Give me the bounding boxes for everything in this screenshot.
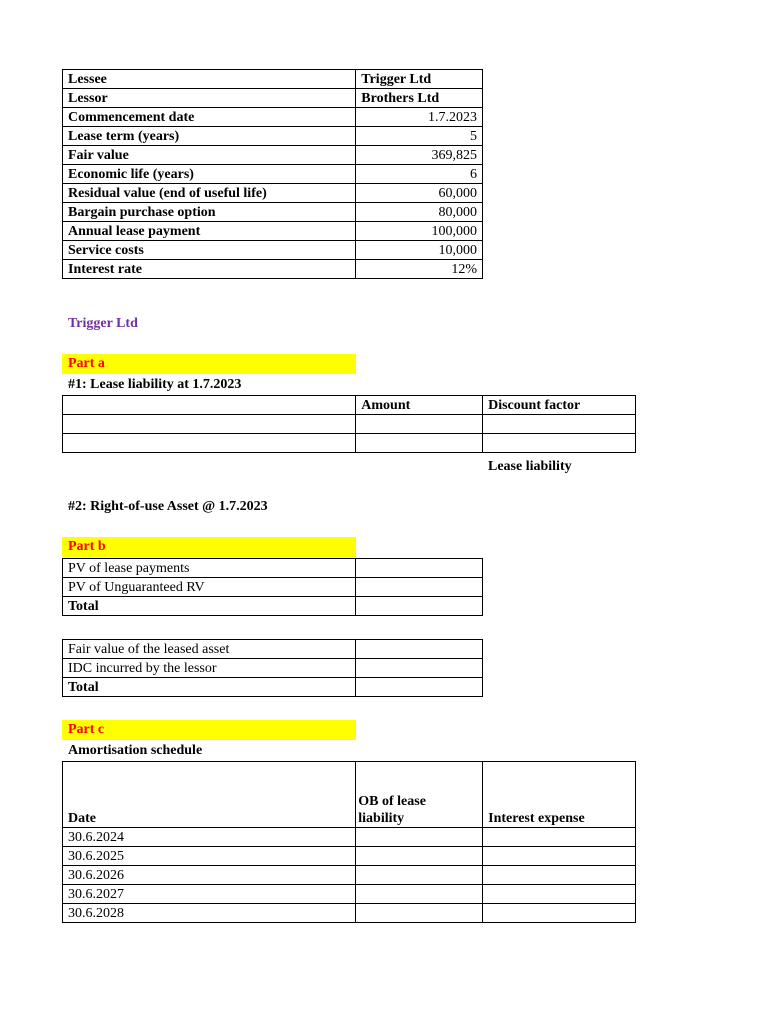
table-row bbox=[63, 415, 636, 434]
pv-lease-payments-label: PV of lease payments bbox=[63, 559, 356, 578]
lease-info-label: Bargain purchase option bbox=[63, 203, 356, 222]
lease-info-label: Lease term (years) bbox=[63, 127, 356, 146]
table-cell[interactable] bbox=[356, 559, 483, 578]
total-label: Total bbox=[63, 597, 356, 616]
lease-liability-heading: #1: Lease liability at 1.7.2023 bbox=[68, 377, 242, 392]
table-cell[interactable] bbox=[483, 828, 636, 847]
date-cell: 30.6.2026 bbox=[63, 866, 356, 885]
lease-info-label: Lessee bbox=[63, 70, 356, 89]
lease-info-label: Economic life (years) bbox=[63, 165, 356, 184]
lease-liability-label: Lease liability bbox=[488, 459, 572, 474]
header-ob-lease-liability bbox=[356, 762, 483, 828]
table-cell[interactable] bbox=[356, 415, 483, 434]
amortisation-table bbox=[62, 761, 636, 923]
part-b-label: Part b bbox=[62, 537, 356, 557]
table-cell[interactable] bbox=[483, 847, 636, 866]
fair-value-table bbox=[62, 639, 483, 697]
table-row bbox=[63, 108, 483, 127]
table-row bbox=[63, 578, 483, 597]
lease-info-value: 6 bbox=[356, 165, 483, 184]
table-cell[interactable] bbox=[63, 415, 356, 434]
table-cell[interactable] bbox=[356, 659, 483, 678]
lease-info-label: Residual value (end of useful life) bbox=[63, 184, 356, 203]
table-cell[interactable] bbox=[356, 866, 483, 885]
rou-asset-heading: #2: Right-of-use Asset @ 1.7.2023 bbox=[68, 499, 268, 514]
lease-info-label: Annual lease payment bbox=[63, 222, 356, 241]
lease-info-value: 5 bbox=[356, 127, 483, 146]
table-cell[interactable] bbox=[356, 640, 483, 659]
table-row bbox=[63, 434, 636, 453]
table-row bbox=[63, 828, 636, 847]
lease-info-value: Trigger Ltd bbox=[356, 70, 483, 89]
table-row bbox=[63, 847, 636, 866]
fair-value-label: Fair value of the leased asset bbox=[63, 640, 356, 659]
table-cell[interactable] bbox=[356, 847, 483, 866]
date-cell: 30.6.2024 bbox=[63, 828, 356, 847]
part-c-label: Part c bbox=[62, 720, 356, 740]
part-a-label: Part a bbox=[62, 354, 356, 374]
lease-info-value: 369,825 bbox=[356, 146, 483, 165]
lease-liability-table bbox=[62, 395, 636, 453]
lease-info-value: 60,000 bbox=[356, 184, 483, 203]
table-cell[interactable] bbox=[356, 597, 483, 616]
table-row bbox=[63, 127, 483, 146]
table-row bbox=[63, 678, 483, 697]
table-row bbox=[63, 559, 483, 578]
pv-table bbox=[62, 558, 483, 616]
table-row bbox=[63, 640, 483, 659]
table-row bbox=[63, 89, 483, 108]
lease-info-label: Fair value bbox=[63, 146, 356, 165]
lease-info-label: Service costs bbox=[63, 241, 356, 260]
table-row bbox=[63, 597, 483, 616]
table-row bbox=[63, 165, 483, 184]
table-row bbox=[63, 659, 483, 678]
date-cell: 30.6.2028 bbox=[63, 904, 356, 923]
lease-info-value: 100,000 bbox=[356, 222, 483, 241]
table-cell[interactable] bbox=[356, 578, 483, 597]
table-row bbox=[63, 146, 483, 165]
table-cell[interactable] bbox=[356, 434, 483, 453]
table-row bbox=[63, 70, 483, 89]
header-interest-expense: Interest expense bbox=[483, 762, 636, 828]
table-row bbox=[63, 260, 483, 279]
lease-info-value: 80,000 bbox=[356, 203, 483, 222]
lease-info-label: Interest rate bbox=[63, 260, 356, 279]
lease-info-value: Brothers Ltd bbox=[356, 89, 483, 108]
table-cell[interactable] bbox=[483, 885, 636, 904]
table-cell[interactable] bbox=[356, 828, 483, 847]
header-ob-text: OB of lease liability bbox=[358, 794, 426, 826]
header-cell-blank bbox=[63, 396, 356, 415]
amortisation-heading: Amortisation schedule bbox=[68, 743, 203, 758]
table-row bbox=[63, 866, 636, 885]
lease-info-label: Lessor bbox=[63, 89, 356, 108]
lease-info-value: 1.7.2023 bbox=[356, 108, 483, 127]
table-header-row bbox=[63, 762, 636, 828]
table-row bbox=[63, 904, 636, 923]
table-row bbox=[63, 184, 483, 203]
table-cell[interactable] bbox=[483, 415, 636, 434]
date-cell: 30.6.2027 bbox=[63, 885, 356, 904]
table-row bbox=[63, 885, 636, 904]
lease-info-value: 10,000 bbox=[356, 241, 483, 260]
table-cell[interactable] bbox=[483, 904, 636, 923]
table-cell[interactable] bbox=[483, 434, 636, 453]
table-row bbox=[63, 222, 483, 241]
company-heading: Trigger Ltd bbox=[68, 316, 138, 331]
table-cell[interactable] bbox=[356, 678, 483, 697]
table-row bbox=[63, 203, 483, 222]
table-header-row bbox=[63, 396, 636, 415]
pv-unguaranteed-rv-label: PV of Unguaranteed RV bbox=[63, 578, 356, 597]
table-cell[interactable] bbox=[356, 885, 483, 904]
header-amount: Amount bbox=[356, 396, 483, 415]
table-row bbox=[63, 241, 483, 260]
header-date: Date bbox=[63, 762, 356, 828]
lease-info-table bbox=[62, 69, 483, 279]
idc-label: IDC incurred by the lessor bbox=[63, 659, 356, 678]
table-cell[interactable] bbox=[63, 434, 356, 453]
lease-info-label: Commencement date bbox=[63, 108, 356, 127]
table-cell[interactable] bbox=[356, 904, 483, 923]
table-cell[interactable] bbox=[483, 866, 636, 885]
lease-info-value: 12% bbox=[356, 260, 483, 279]
total-label: Total bbox=[63, 678, 356, 697]
header-discount-factor: Discount factor bbox=[483, 396, 636, 415]
date-cell: 30.6.2025 bbox=[63, 847, 356, 866]
